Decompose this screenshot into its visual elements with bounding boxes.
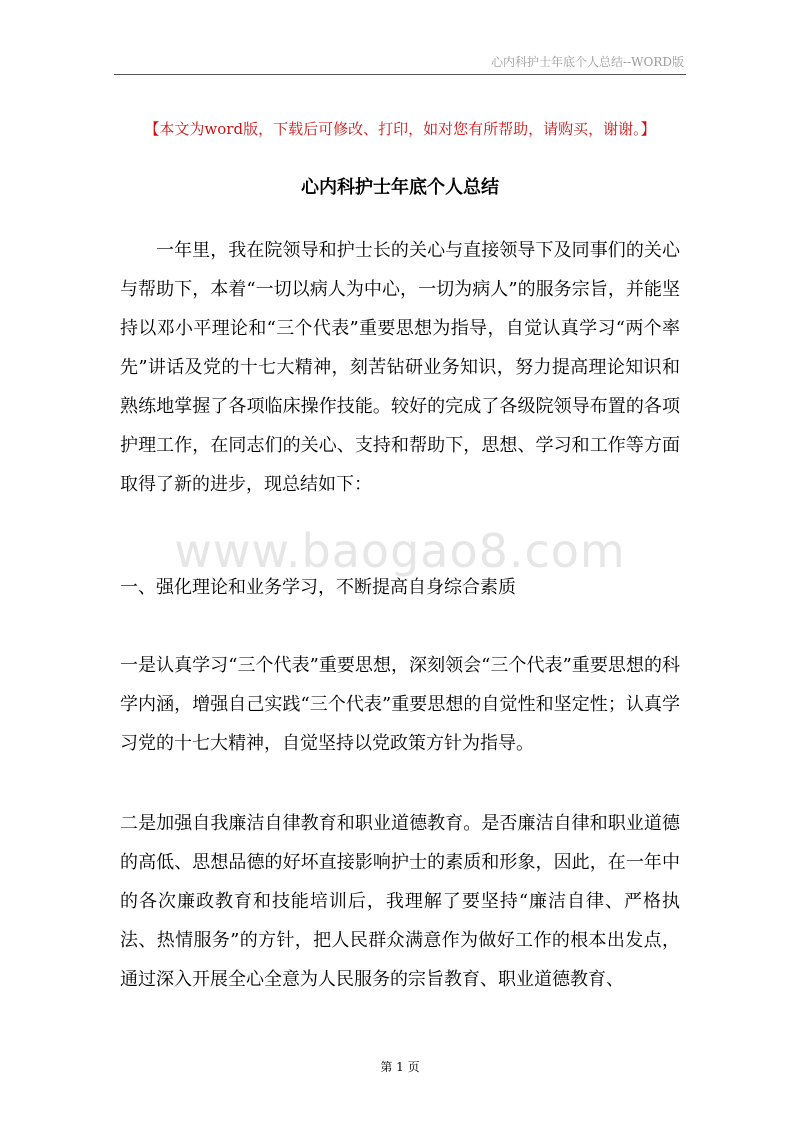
- point-1-paragraph: 一是认真学习“三个代表”重要思想，深刻领会“三个代表”重要思想的科学内涵，增强自己实践“三个代表”重要思想的自觉性和坚定性；认真学习党的十七大精神，自觉坚持以党政策方针为指导。: [120, 655, 680, 754]
- document-title: 心内科护士年底个人总结: [301, 177, 499, 198]
- section-heading-1: 一、强化理论和业务学习，不断提高自身综合素质: [120, 577, 516, 598]
- header-divider: [114, 74, 686, 75]
- download-notice: 【本文为word版，下载后可修改、打印，如对您有所帮助，请购买，谢谢。】: [144, 120, 656, 138]
- watermark: www.baogao8.com: [174, 524, 626, 578]
- point-2-paragraph: 二是加强自我廉洁自律教育和职业道德教育。是否廉洁自律和职业道德的高低、思想品德的好坏直接影响护士的素质和形象，因此，在一年中的各次廉政教育和技能培训后，我理解了要坚持“廉洁自律、严格执法、热情服务”的方针，把人民群众满意作为做好工作的根本出发点，通过深入开展全心全意为人民服务的宗旨教育、职业道德教育、: [120, 813, 680, 990]
- intro-paragraph: 一年里，我在院领导和护士长的关心与直接领导下及同事们的关心与帮助下，本着“一切以病人为中心，一切为病人”的服务宗旨，并能坚持以邓小平理论和“三个代表”重要思想为指导，自觉认真学习“两个率先”讲话及党的十七大精神，刻苦钻研业务知识，努力提高理论知识和熟练地掌握了各项临床操作技能。较好的完成了各级院领导布置的各项护理工作，在同志们的关心、支持和帮助下，思想、学习和工作等方面取得了新的进步，现总结如下：: [120, 240, 680, 495]
- running-header: 心内科护士年底个人总结--WORD版: [491, 55, 684, 69]
- page-number: 第 1 页: [380, 1060, 420, 1074]
